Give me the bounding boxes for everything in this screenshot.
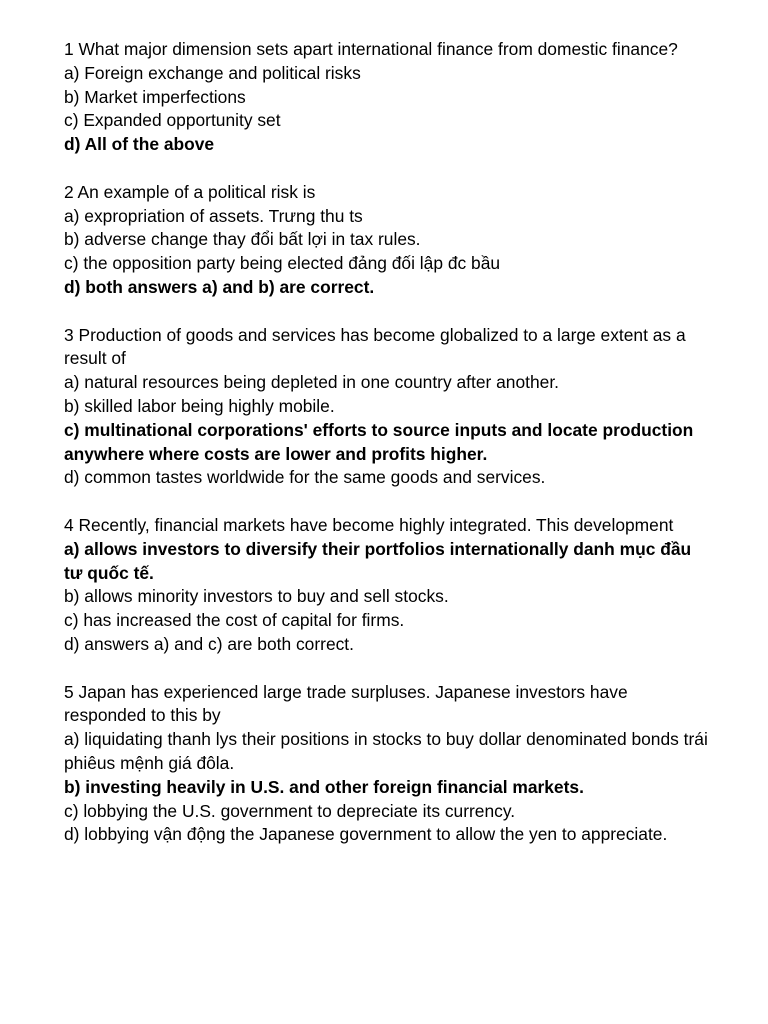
answer-option: b) adverse change thay đổi bất lợi in tax rules. [64, 229, 421, 250]
answer-option: a) natural resources being depleted in one country after another. [64, 372, 559, 393]
question-1 [64, 38, 714, 157]
question-stem: 1 What major dimension sets apart international finance from domestic finance? [64, 39, 678, 59]
answer-option: d) answers a) and c) are both correct. [64, 633, 354, 654]
question-stem: 3 Production of goods and services has become globalized to a large extent as a result of [64, 324, 686, 369]
quiz-document [64, 38, 714, 871]
answer-option: c) Expanded opportunity set [64, 110, 281, 131]
question-4 [64, 514, 714, 657]
answer-option: b) Market imperfections [64, 86, 246, 107]
answer-option: a) expropriation of assets. Trưng thu ts [64, 205, 363, 226]
correct-answer-option: d) both answers a) and b) are correct. [64, 276, 375, 297]
answer-option: c) the opposition party being elected đảng đối lập đc bầu [64, 253, 501, 274]
answer-option: a) liquidating thanh lys their positions in stocks to buy dollar denominated bonds trái phiêus mệnh giá đôla. [64, 729, 708, 773]
answer-option: d) lobbying vận động the Japanese government to allow the yen to appreciate. [64, 824, 668, 845]
answer-option: d) common tastes worldwide for the same goods and services. [64, 467, 546, 488]
correct-answer-option: c) multinational corporations' efforts to source inputs and locate production anywhere where costs are lower and profits higher. [64, 419, 694, 464]
question-stem: 4 Recently, financial markets have become highly integrated. This development [64, 514, 674, 535]
answer-option: a) Foreign exchange and political risks [64, 62, 361, 83]
question-stem: 2 An example of a political risk is [64, 181, 316, 202]
question-3 [64, 324, 714, 491]
question-stem: 5 Japan has experienced large trade surpluses. Japanese investors have responded to this by [64, 681, 628, 726]
correct-answer-option: a) allows investors to diversify their portfolios internationally danh mục đầu tư quốc tế. [64, 538, 692, 583]
correct-answer-option: d) All of the above [64, 134, 215, 155]
answer-option: b) skilled labor being highly mobile. [64, 395, 335, 416]
answer-option: c) has increased the cost of capital for firms. [64, 610, 405, 631]
question-5 [64, 681, 714, 848]
answer-option: c) lobbying the U.S. government to depreciate its currency. [64, 800, 516, 821]
correct-answer-option: b) investing heavily in U.S. and other foreign financial markets. [64, 776, 584, 797]
question-2 [64, 181, 714, 300]
answer-option: b) allows minority investors to buy and sell stocks. [64, 586, 449, 607]
